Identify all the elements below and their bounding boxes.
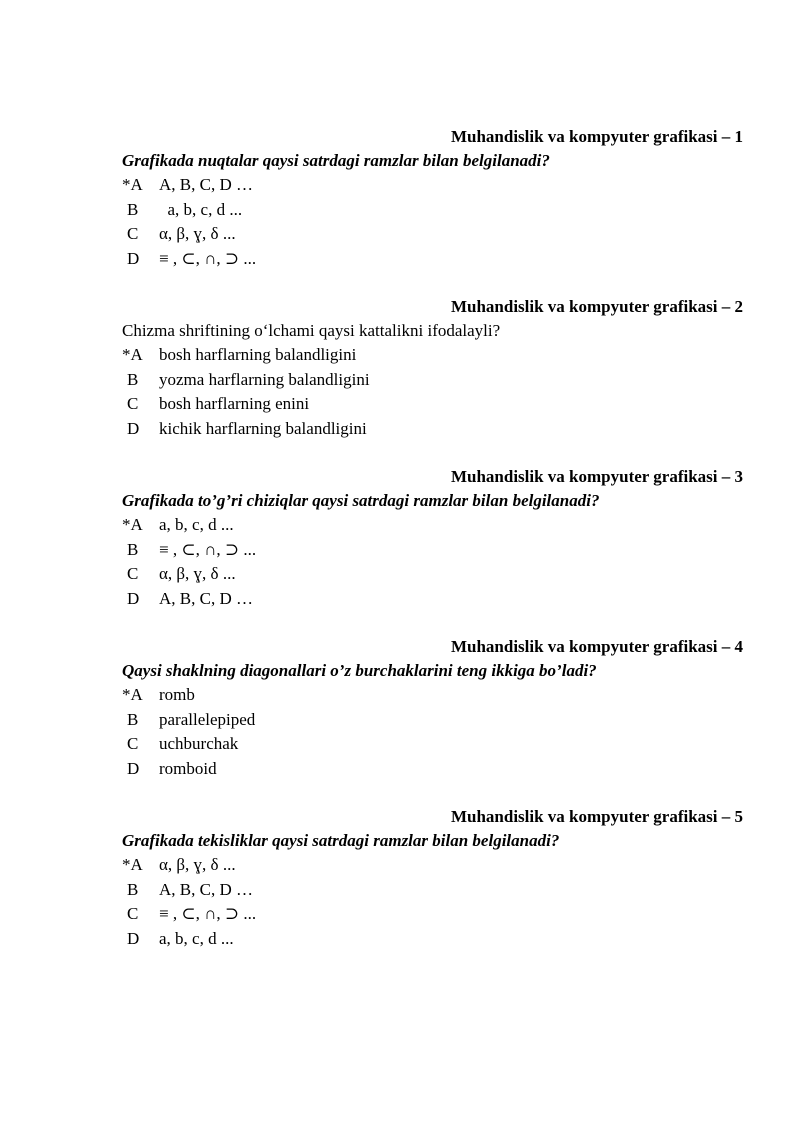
answer-option-d [122, 757, 743, 782]
option-key: B [127, 199, 139, 219]
option-text: uchburchak [159, 734, 239, 753]
answer-option-d [122, 587, 743, 612]
option-text: α, β, ɣ, δ ... [159, 564, 236, 583]
question-text: Grafikada nuqtalar qaysi satrdagi ramzlar bilan belgilanadi? [122, 151, 550, 170]
question-block-5 [122, 805, 743, 951]
option-text: α, β, ɣ, δ ... [159, 224, 236, 243]
question-block-3 [122, 465, 743, 611]
option-key: D [127, 928, 140, 948]
option-text: A, B, C, D … [159, 175, 253, 194]
option-key: *A [122, 855, 143, 874]
question-block-4 [122, 635, 743, 781]
question-heading: Muhandislik va kompyuter grafikasi – 1 [450, 127, 743, 146]
option-key: C [127, 564, 139, 583]
answer-option-b [122, 538, 743, 563]
option-key: *A [122, 685, 143, 704]
option-key: B [127, 879, 139, 899]
option-text: bosh harflarning balandligini [159, 345, 357, 364]
option-key: B [127, 709, 139, 729]
option-key: B [127, 539, 139, 559]
answer-option-a [122, 343, 743, 368]
option-text: romboid [159, 758, 217, 778]
answer-option-b [122, 368, 743, 393]
answer-option-b [122, 708, 743, 733]
option-text: ≡ , ⊂, ∩, ⊃ ... [159, 904, 257, 923]
option-key: B [127, 369, 139, 389]
question-text: Grafikada tekisliklar qaysi satrdagi ramzlar bilan belgilanadi? [122, 831, 560, 850]
option-key: D [127, 418, 140, 438]
option-key: C [127, 734, 139, 753]
option-text: a, b, c, d ... [159, 515, 234, 534]
option-text: bosh harflarning enini [159, 394, 310, 413]
answer-option-a [122, 173, 743, 198]
answer-option-a [122, 513, 743, 538]
question-text: Grafikada to’g’ri chiziqlar qaysi satrdagi ramzlar bilan belgilanadi? [122, 491, 600, 510]
option-key: C [127, 394, 139, 413]
question-block-1 [122, 125, 743, 271]
question-heading: Muhandislik va kompyuter grafikasi – 3 [450, 467, 743, 486]
answer-option-b [122, 878, 743, 903]
option-key: D [127, 588, 140, 608]
option-key: C [127, 224, 139, 243]
option-text: parallelepiped [159, 709, 256, 729]
option-text: A, B, C, D … [159, 588, 253, 608]
option-key: C [127, 904, 139, 923]
answer-option-d [122, 417, 743, 442]
answer-option-d [122, 247, 743, 272]
option-key: *A [122, 175, 143, 194]
question-text: Chizma shriftining o‘lchami qaysi kattalikni ifodalayli? [122, 321, 501, 340]
question-block-2 [122, 295, 743, 441]
option-text: yozma harflarning balandligini [159, 369, 370, 389]
option-key: D [127, 248, 140, 268]
option-text: A, B, C, D … [159, 879, 253, 899]
answer-option-d [122, 927, 743, 952]
option-text: α, β, ɣ, δ ... [159, 855, 236, 874]
answer-option-c [122, 392, 743, 417]
option-text: a, b, c, d ... [159, 928, 234, 948]
option-key: *A [122, 345, 143, 364]
option-text: a, b, c, d ... [159, 199, 243, 219]
question-heading: Muhandislik va kompyuter grafikasi – 2 [450, 297, 743, 316]
answer-option-c [122, 902, 743, 927]
answer-option-a [122, 853, 743, 878]
option-key: *A [122, 515, 143, 534]
option-text: ≡ , ⊂, ∩, ⊃ ... [159, 539, 257, 559]
option-text: romb [159, 685, 195, 704]
option-text: ≡ , ⊂, ∩, ⊃ ... [159, 248, 257, 268]
question-text: Qaysi shaklning diagonallari o’z burchaklarini teng ikkiga bo’ladi? [122, 661, 597, 680]
answer-option-c [122, 562, 743, 587]
question-heading: Muhandislik va kompyuter grafikasi – 4 [450, 637, 743, 656]
answer-option-a [122, 683, 743, 708]
answer-option-c [122, 222, 743, 247]
question-heading: Muhandislik va kompyuter grafikasi – 5 [450, 807, 743, 826]
option-key: D [127, 758, 140, 778]
answer-option-b [122, 198, 743, 223]
option-text: kichik harflarning balandligini [159, 418, 367, 438]
answer-option-c [122, 732, 743, 757]
